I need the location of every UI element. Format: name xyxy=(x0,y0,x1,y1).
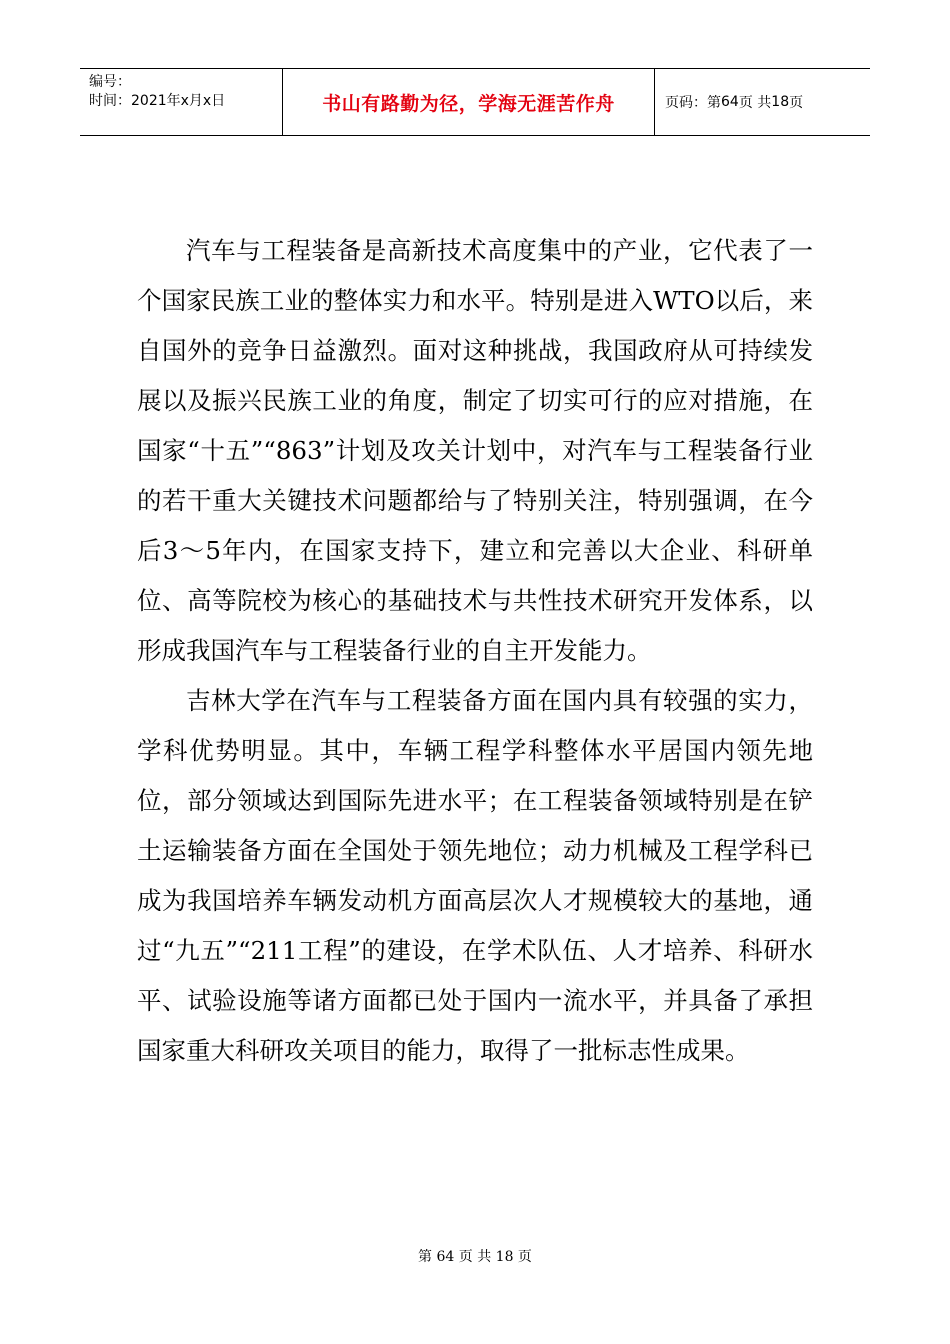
page-suffix: 页 xyxy=(789,95,804,111)
document-body xyxy=(137,226,813,1076)
body-paragraph: 吉林大学在汽车与工程装备方面在国内具有较强的实力，学科优势明显。其中，车辆工程学科整体水平居国内领先地位，部分领域达到国际先进水平；在工程装备领域特别是在铲土运输装备方面在全国处于领先地位；动力机械及工程学科已成为我国培养车辆发动机方面高层次人才规模较大的基地，通过“九五”“211工程”的建设，在学术队伍、人才培养、科研水平、试验设施等诸方面都已处于国内一流水平，并具备了承担国家重大科研攻关项目的能力，取得了一批标志性成果。 xyxy=(137,686,813,1065)
page-mid-text: 页 共 xyxy=(738,95,772,111)
page-footer: 第 64 页 共 18 页 xyxy=(418,1249,532,1265)
document-time-label: 时间：2021年x月x日 xyxy=(89,93,226,109)
body-paragraph: 汽车与工程装备是高新技术高度集中的产业，它代表了一个国家民族工业的整体实力和水平。特别是进入WTO以后，来自国外的竞争日益激烈。面对这种挑战，我国政府从可持续发展以及振兴民族工业的角度，制定了切实可行的应对措施，在国家“十五”“863”计划及攻关计划中，对汽车与工程装备行业的若干重大关键技术问题都给与了特别关注，特别强调，在今后3～5年内，在国家支持下，建立和完善以大企业、科研单位、高等院校为核心的基础技术与共性技术研究开发体系，以形成我国汽车与工程装备行业的自主开发能力。 xyxy=(137,236,813,665)
document-number-label: 编号： xyxy=(89,74,131,90)
header-motto: 书山有路勤为径，学海无涯苦作舟 xyxy=(322,92,615,115)
page-current-number: 64 xyxy=(721,94,739,110)
header-page-cell xyxy=(655,69,870,135)
header-left-cell xyxy=(80,69,282,135)
page-total-number: 18 xyxy=(771,94,790,110)
page-header xyxy=(80,68,870,136)
header-motto-cell xyxy=(282,69,655,135)
page-prefix: 页码：第 xyxy=(665,95,721,111)
